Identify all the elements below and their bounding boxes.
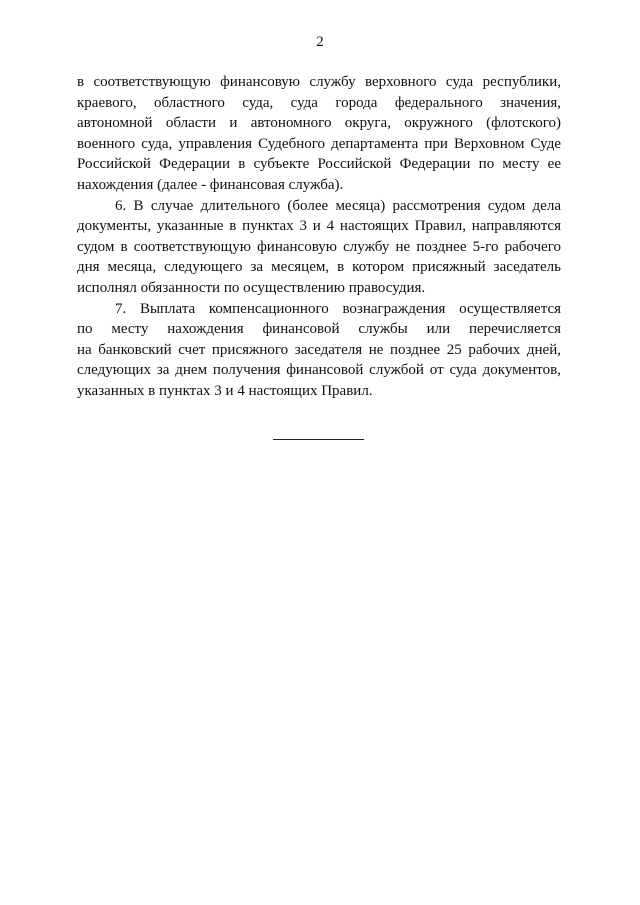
text-line: автономной области и автономного округа, окружного (флотского) (77, 115, 561, 132)
paragraph-item-6 (77, 196, 561, 299)
text-line: нахождения (далее - финансовая служба). (77, 176, 344, 193)
text-line: документы, указанные в пунктах 3 и 4 настоящих Правил, направляются (77, 218, 561, 235)
text-line: указанных в пунктах 3 и 4 настоящих Правил. (77, 382, 373, 399)
document-body (77, 72, 561, 402)
text-line: краевого, областного суда, суда города федерального значения, (77, 94, 561, 111)
text-line: 7. Выплата компенсационного вознаграждения осуществляется (115, 300, 561, 317)
text-line: Российской Федерации в субъекте Российской Федерации по месту ее (77, 156, 561, 173)
paragraph-continuation (77, 72, 561, 196)
text-line: исполнял обязанности по осуществлению правосудия. (77, 279, 426, 296)
text-line: на банковский счет присяжного заседателя не позднее 25 рабочих дней, (77, 341, 561, 358)
text-line: судом в соответствующую финансовую службу не позднее 5-го рабочего (77, 238, 561, 255)
paragraph-item-7 (77, 299, 561, 402)
text-line: дня месяца, следующего за месяцем, в котором присяжный заседатель (77, 259, 561, 276)
page-number: 2 (316, 34, 324, 50)
text-line: по месту нахождения финансовой службы или перечисляется (77, 321, 561, 338)
end-separator-line (273, 439, 364, 440)
text-line: в соответствующую финансовую службу верховного суда республики, (77, 74, 561, 90)
text-line: военного суда, управления Судебного департамента при Верховном Суде (77, 135, 561, 152)
text-line: следующих за днем получения финансовой службой от суда документов, (77, 362, 561, 379)
text-line: 6. В случае длительного (более месяца) рассмотрения судом дела (115, 197, 561, 214)
